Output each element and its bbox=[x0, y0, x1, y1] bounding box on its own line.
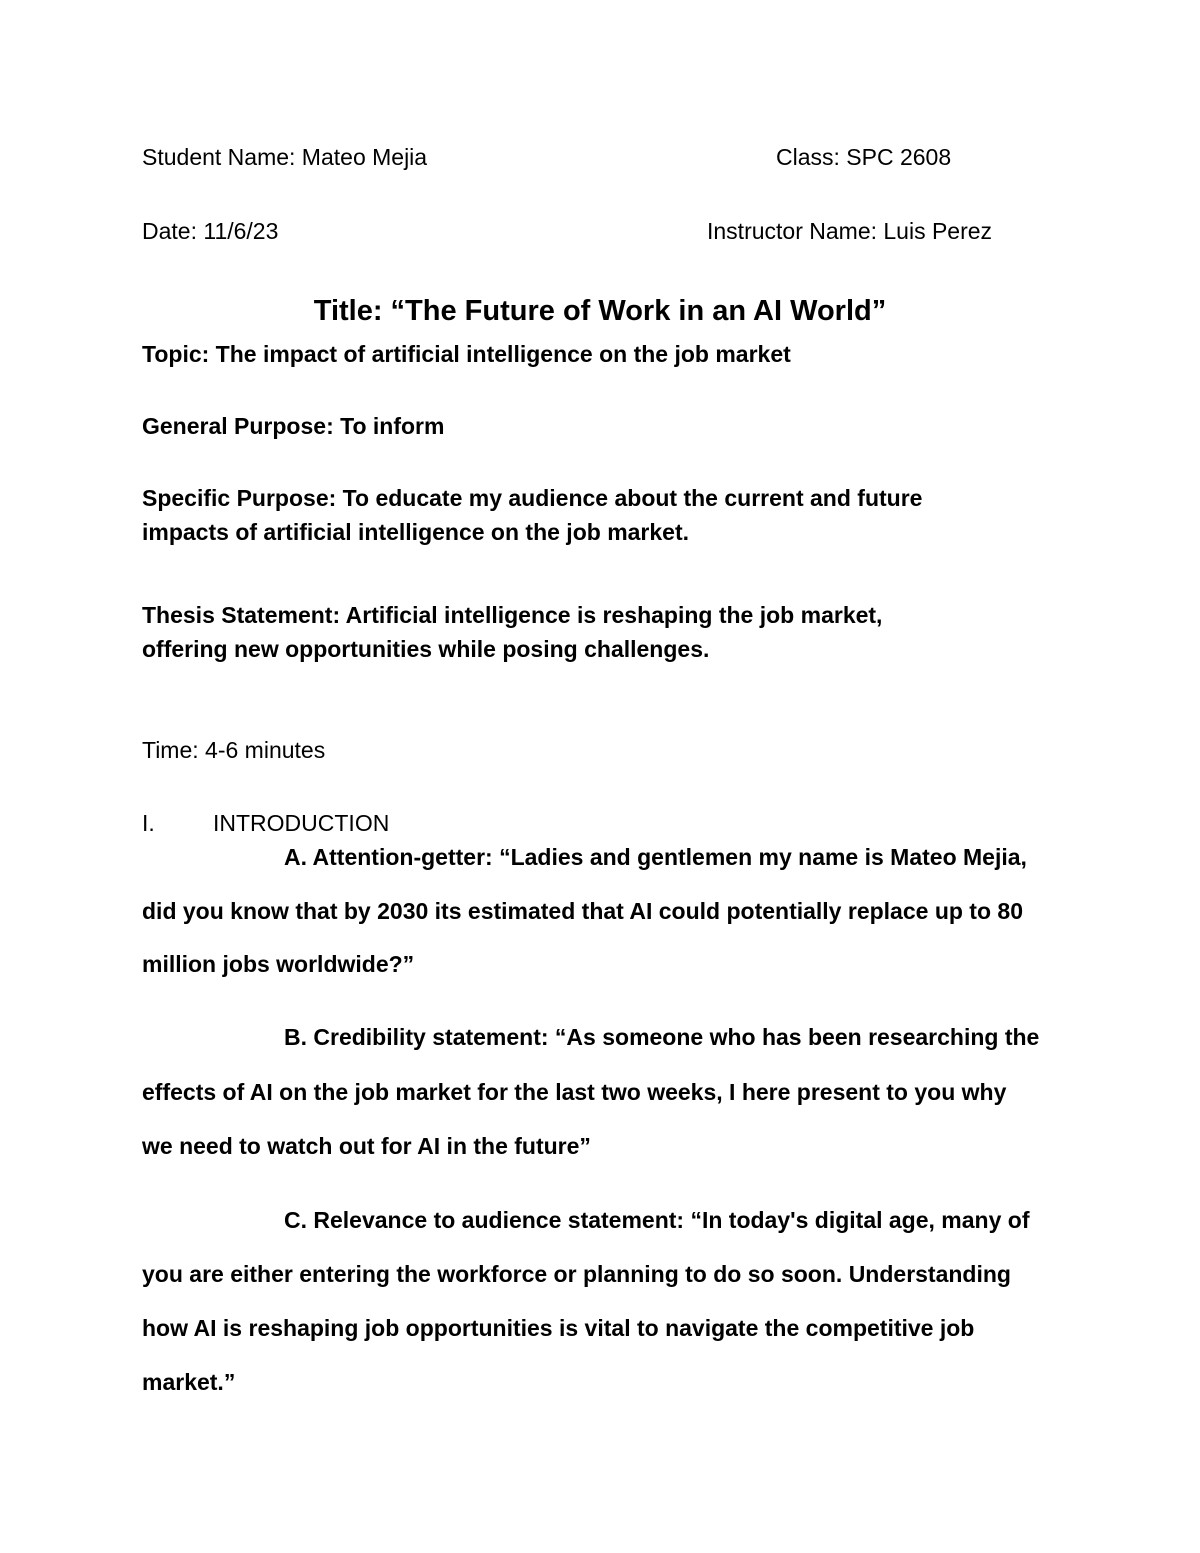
point-b-line-1: B. Credibility statement: “As someone who has been researching the bbox=[284, 1024, 1040, 1050]
point-b-line-3: we need to watch out for AI in the future” bbox=[142, 1133, 591, 1159]
point-c-line-2: you are either entering the workforce or planning to do so soon. Understanding bbox=[142, 1261, 1011, 1287]
topic: Topic: The impact of artificial intelligence on the job market bbox=[142, 341, 791, 367]
point-c-line-1: C. Relevance to audience statement: “In today's digital age, many of bbox=[284, 1207, 1030, 1233]
point-b-line-2: effects of AI on the job market for the last two weeks, I here present to you why bbox=[142, 1079, 1007, 1105]
thesis-line-2: offering new opportunities while posing challenges. bbox=[142, 636, 710, 662]
time-label: Time: 4-6 minutes bbox=[142, 737, 326, 763]
thesis-line-1: Thesis Statement: Artificial intelligence is reshaping the job market, bbox=[142, 602, 883, 628]
point-a-line-3: million jobs worldwide?” bbox=[142, 951, 415, 977]
student-name: Student Name: Mateo Mejia bbox=[142, 144, 428, 170]
date-label: Date: 11/6/23 bbox=[142, 218, 279, 244]
general-purpose: General Purpose: To inform bbox=[142, 413, 445, 439]
class-label: Class: SPC 2608 bbox=[776, 144, 952, 170]
point-c-line-4: market.” bbox=[142, 1369, 236, 1395]
instructor-name: Instructor Name: Luis Perez bbox=[707, 218, 993, 244]
specific-purpose-line-2: impacts of artificial intelligence on the job market. bbox=[142, 519, 690, 545]
specific-purpose-line-1: Specific Purpose: To educate my audience about the current and future bbox=[142, 485, 923, 511]
section-heading: INTRODUCTION bbox=[213, 810, 390, 836]
page-title: Title: “The Future of Work in an AI World” bbox=[313, 295, 887, 327]
section-numeral: I. bbox=[142, 810, 155, 836]
point-a-line-1: A. Attention-getter: “Ladies and gentlemen my name is Mateo Mejia, bbox=[284, 844, 1027, 870]
point-a-line-2: did you know that by 2030 its estimated that AI could potentially replace up to 80 bbox=[142, 898, 1023, 924]
point-c-line-3: how AI is reshaping job opportunities is vital to navigate the competitive job bbox=[142, 1315, 975, 1341]
